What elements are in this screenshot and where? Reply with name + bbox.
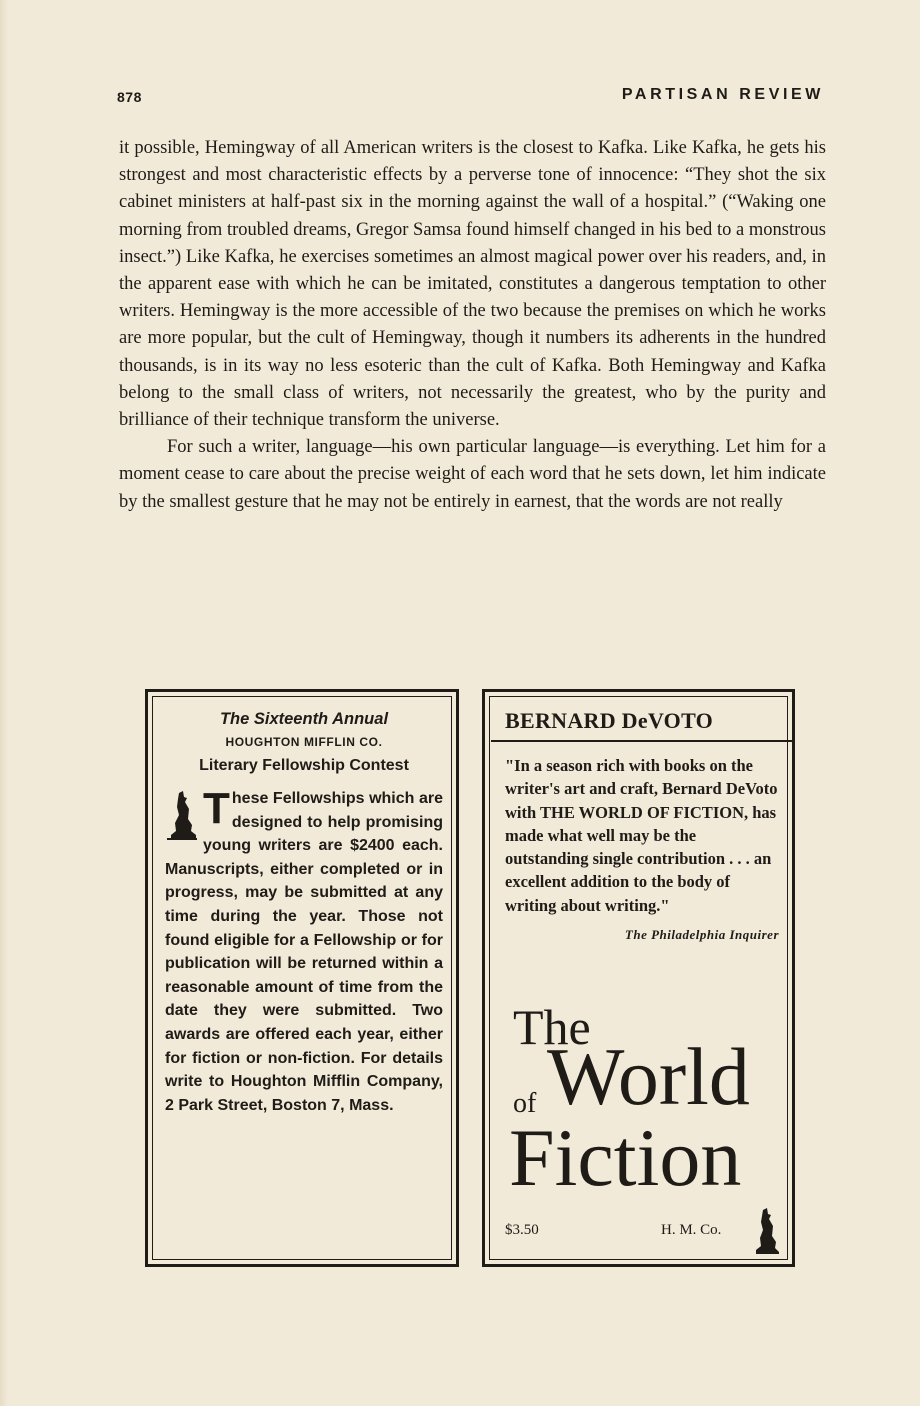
article-paragraph-2: For such a writer, language—his own particular language—is everything. Let him for a moment cease to care about the precise weight of each word that he sets down, let him indicate by the smallest gesture that he may not be entirely in earnest, that the words are not really: [119, 437, 826, 512]
running-head: PARTISAN REVIEW: [621, 86, 824, 103]
book-title-fiction: Fiction: [509, 1112, 742, 1203]
devoto-ad: [482, 689, 795, 1267]
book-title-of: of: [513, 1088, 537, 1119]
fellowship-ad-text: hese Fellowships which are designed to help promising young writers are $2400 each. Manuscripts, either completed or in progress, may be submitted at any time during the year. Those not found eligible for a Fellowship or for publication will be returned within a reasonable amount of time from the date they were submitted. Two awards are offered each year, either for fiction or non-fiction. For details write to Houghton Mifflin Company, 2 Park Street, Boston 7, Mass.: [165, 790, 443, 1114]
page-number: 878: [117, 89, 142, 105]
book-title-world: World: [547, 1031, 750, 1122]
devoto-ad-source: The Philadelphia Inquirer: [624, 927, 779, 943]
devoto-ad-author: BERNARD DeVOTO: [505, 708, 714, 733]
fellowship-ad-body: [165, 784, 443, 1117]
devoto-ad-divider: [491, 740, 793, 742]
page-edge: [0, 0, 8, 1406]
fellowship-ad-dropcap: T: [203, 784, 230, 833]
article-paragraph-1: it possible, Hemingway of all American writers is the closest to Kafka. Like Kafka, he gets his strongest and most characteristic effects by a perverse tone of innocence: “They shot the six cabinet ministers at half-past six in the morning against the wall of a hospital.” (“Waking one morning from troubled dreams, Gregor Samsa found himself changed in his bed to a monstrous insect.”) Like Kafka, he exercises sometimes an almost magical power over his readers, and, in the apparent ease with which he can be imitated, constitutes a dangerous temptation to other writers. Hemingway is the more accessible of the two because the premises on which he works are more popular, but the cult of Hemingway, though it numbers its adherents in the hundred thousands, is in its way no less esoteric than the cult of Kafka. Both Hemingway and Kafka belong to the small class of writers, not necessarily the greatest, who by the purity and brilliance of their technique transform the universe.: [119, 138, 826, 431]
fellowship-ad-publisher: HOUGHTON MIFFLIN CO.: [225, 735, 383, 749]
book-price: $3.50: [505, 1222, 539, 1238]
kangaroo-mascot-icon: [751, 1206, 781, 1256]
fellowship-ad-contest: Literary Fellowship Contest: [199, 757, 409, 774]
article-body: [119, 135, 826, 516]
kangaroo-mascot-icon: [165, 789, 199, 841]
book-title-the: The: [513, 999, 591, 1055]
book-publisher: H. M. Co.: [661, 1222, 722, 1238]
fellowship-ad-title: The Sixteenth Annual: [219, 710, 389, 728]
fellowship-ad: [145, 689, 459, 1267]
devoto-ad-quote: "In a season rich with books on the writer's art and craft, Bernard DeVoto with THE WORLD OF FICTION, has made what well may be the outstanding single contribution . . . an excellent addition to the body of writing about writing.": [505, 756, 778, 915]
